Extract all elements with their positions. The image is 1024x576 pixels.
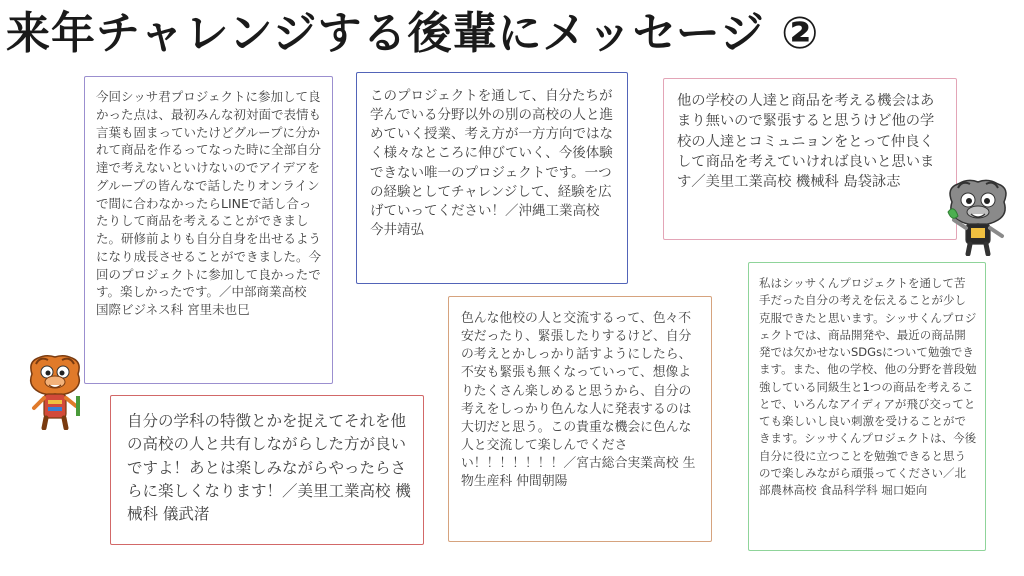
message-card-1: 今回シッサ君プロジェクトに参加して良かった点は、最初みんな初対面で表情も言葉も固まっていたけどグループに分かれて商品を作るってなった時に全部自分達で考えないといけないのでアイデアをグループの皆んなで話したりオンラインで間に合わなかったらLINEで話し合ったりして商品を考えることができました。研修前よりも自分自身を出せるようになり成長させることができました。今回のプロジェクトに参加して良かったです。楽しかったです。／中部商業高校 国際ビジネス科 宮里未也巳 [84, 76, 333, 384]
shisa-mascot-image [944, 176, 1012, 256]
slide-title: 来年チャレンジする後輩にメッセージ ② [6, 8, 820, 59]
message-card-5: 色んな他校の人と交流するって、色々不安だったり、緊張したりするけど、自分の考えとかしっかり話すようにしたら、不安も緊張も無くなっていって、想像よりたくさん楽しめると思うから、自分の考えをしっかり色んな人に発表するのは大切だと思う。この貴重な機会に色んな人と交流して楽しんでくださ い！！！！！！！／宮古総合実業高校 生物生産科 仲間朝陽 [448, 296, 712, 542]
message-card-3: 他の学校の人達と商品を考える機会はあまり無いので緊張すると思うけど他の学校の人達とコミュニョンをとって仲良くして商品を考えていければ良いと思います／美里工業高校 機械科 島袋詠志 [663, 78, 957, 240]
shisa-mascot-image [26, 352, 84, 430]
message-card-4: 私はシッサくんプロジェクトを通して苦手だった自分の考えを伝えることが少し克服できたと思います。シッサくんプロジェクトでは、商品開発や、最近の商品開発では欠かせないSDGsについて勉強できます。また、他の学校、他の分野を普段勉強している同級生と1つの商品を考えることで、いろんなアイディアが飛び交ってとても楽しいし良い刺激を受けることができます。シッサくんプロジェクトは、今後自分に役に立つことを勉強できると思うので楽しみながら頑張ってください／北部農林高校 食品科学科 堀口姫向 [748, 262, 986, 551]
message-card-2: このプロジェクトを通して、自分たちが学んでいる分野以外の別の高校の人と進めていく授業、考え方が一方方向ではなく様々なところに伸びていく、今後体験できない唯一のプロジェクトです。一つの経験としてチャレンジして、経験を広げていってください！／沖縄工業高校 今井靖弘 [356, 72, 628, 284]
message-card-6: 自分の学科の特徴とかを捉えてそれを他の高校の人と共有しながらした方が良いですよ！あとは楽しみながらやったらさらに楽しくなります！／美里工業高校 機械科 儀武渚 [110, 395, 424, 545]
